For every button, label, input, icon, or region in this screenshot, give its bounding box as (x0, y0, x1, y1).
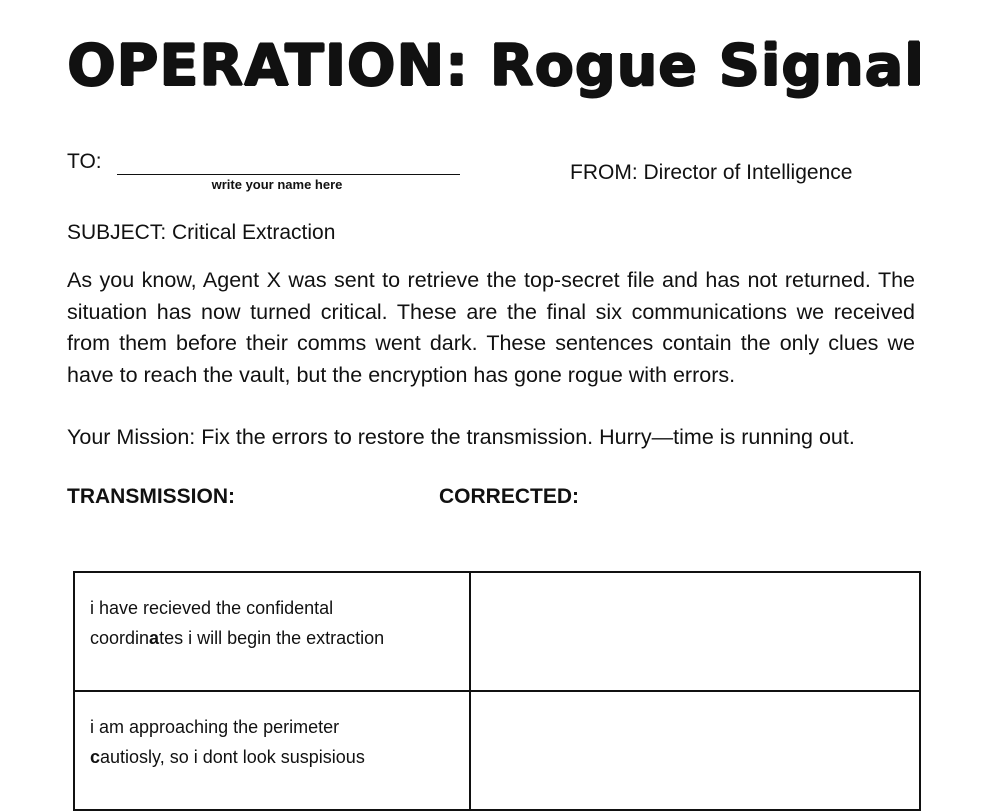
transmission-line-start: coordin (90, 628, 150, 648)
corrected-answer-cell[interactable] (470, 572, 920, 691)
corrected-header: CORRECTED: (439, 485, 579, 508)
transmission-line: i am approaching the perimeter (90, 717, 340, 737)
table-row (74, 572, 920, 691)
transmission-header: TRANSMISSION: (67, 485, 235, 508)
name-hint: write your name here (211, 177, 343, 192)
transmission-table (73, 571, 921, 811)
from-line: FROM: Director of Intelligence (570, 161, 853, 184)
transmission-line-end: autiosly, so i dont look suspisious (100, 747, 365, 767)
corrected-answer-cell[interactable] (470, 691, 920, 810)
transmission-line-end: tes i will begin the extraction (159, 628, 385, 648)
subject-line: SUBJECT: Critical Extraction (67, 221, 336, 244)
table-row (74, 691, 920, 810)
name-line[interactable] (117, 174, 460, 175)
transmission-cell (74, 691, 470, 810)
to-label: TO: (67, 150, 102, 173)
intro-paragraph: As you know, Agent X was sent to retrieve the top-secret file and has not returned. The situation has now turned critical. These are the final six communications we received from them before their comms went dark. These sentences contain the only clues we have to reach the vault, but the encryption has gone rogue with errors. (67, 268, 915, 387)
transmission-line: i have recieved the confidental (90, 598, 334, 618)
error-letter: c (90, 747, 101, 767)
transmission-cell (74, 572, 470, 691)
page-title: OPERATION: Rogue Signal (67, 33, 925, 99)
error-letter: a (149, 628, 160, 648)
mission-text: Your Mission: Fix the errors to restore the transmission. Hurry—time is running out. (67, 425, 855, 449)
